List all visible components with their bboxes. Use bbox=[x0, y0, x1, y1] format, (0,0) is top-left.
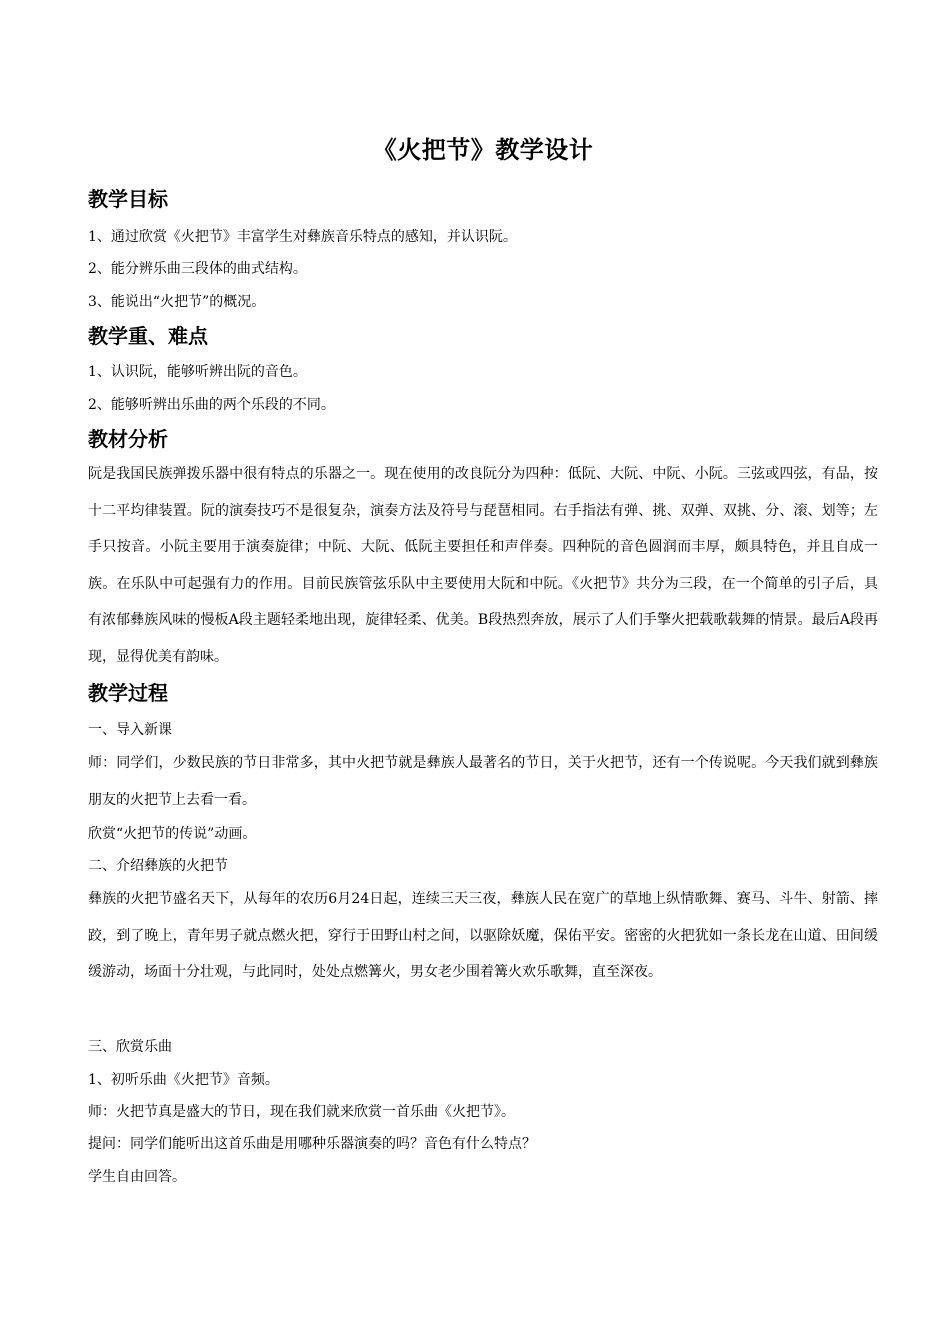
document-title: 《火把节》教学设计 bbox=[372, 135, 594, 164]
process-part3-title: 三、欣赏乐曲 bbox=[88, 1039, 172, 1055]
key-point-item-1: 1、认识阮，能够听辨出阮的音色。 bbox=[88, 364, 307, 380]
heading-process: 教学过程 bbox=[88, 681, 168, 705]
heading-goals: 教学目标 bbox=[88, 187, 168, 211]
key-point-item-2: 2、能够听辨出乐曲的两个乐段的不同。 bbox=[88, 397, 335, 413]
heading-analysis: 教材分析 bbox=[88, 427, 168, 451]
goal-item-2: 2、能分辨乐曲三段体的曲式结构。 bbox=[88, 261, 307, 277]
process-part3-step1: 1、初听乐曲《火把节》音频。 bbox=[88, 1072, 279, 1088]
analysis-paragraph: 阮是我国民族弹拨乐器中很有特点的乐器之一。现在使用的改良阮分为四种：低阮、大阮、中阮、小阮。三弦或四弦，有品，按十二平均律装置。阮的演奏技巧不是很复杂，演奏方法及符号与琵琶相同。右手指法有弹、挑、双弹、双挑、分、滚、划等；左手只按音。小阮主要用于演奏旋律；中阮、大阮、低阮主要担任和声伴奏。四种阮的音色圆润而丰厚，颇具特色，并且自成一族。在乐队中可起强有力的作用。目前民族管弦乐队中主要使用大阮和中阮。《火把节》共分为三段，在一个简单的引子后，具有浓郁彝族风味的慢板A段主题轻柔地出现，旋律轻柔、优美。B段热烈奔放，展示了人们手擎火把载歌载舞的情景。最后A段再现，显得优美有韵味。 bbox=[88, 466, 878, 665]
process-part3-answer: 学生自由回答。 bbox=[88, 1169, 186, 1185]
process-part1-activity: 欣赏“火把节的传说”动画。 bbox=[88, 826, 257, 842]
goal-item-3: 3、能说出“火把节”的概况。 bbox=[88, 294, 266, 310]
process-part2-title: 二、介绍彝族的火把节 bbox=[88, 858, 228, 874]
heading-key-points: 教学重、难点 bbox=[88, 324, 208, 348]
process-part1-title: 一、导入新课 bbox=[88, 722, 172, 738]
process-part2-text: 彝族的火把节盛名天下，从每年的农历6月24日起，连续三天三夜，彝族人民在宽广的草地上纵情歌舞、赛马、斗牛、射箭、摔跤，到了晚上，青年男子就点燃火把，穿行于田野山村之间，以驱除妖魔，保佑平安。密密的火把犹如一条长龙在山道、田间缓缓游动，场面十分壮观，与此同时，处处点燃篝火，男女老少围着篝火欢乐歌舞，直至深夜。 bbox=[88, 891, 878, 980]
goal-item-1: 1、通过欣赏《火把节》丰富学生对彝族音乐特点的感知，并认识阮。 bbox=[88, 229, 517, 245]
process-part1-teacher: 师：同学们，少数民族的节日非常多，其中火把节就是彝族人最著名的节日，关于火把节，还有一个传说呢。今天我们就到彝族朋友的火把节上去看一看。 bbox=[88, 755, 878, 808]
process-part3-teacher: 师：火把节真是盛大的节日，现在我们就来欣赏一首乐曲《火把节》。 bbox=[88, 1104, 515, 1120]
process-part3-question: 提问：同学们能听出这首乐曲是用哪种乐器演奏的吗？音色有什么特点？ bbox=[88, 1136, 536, 1152]
